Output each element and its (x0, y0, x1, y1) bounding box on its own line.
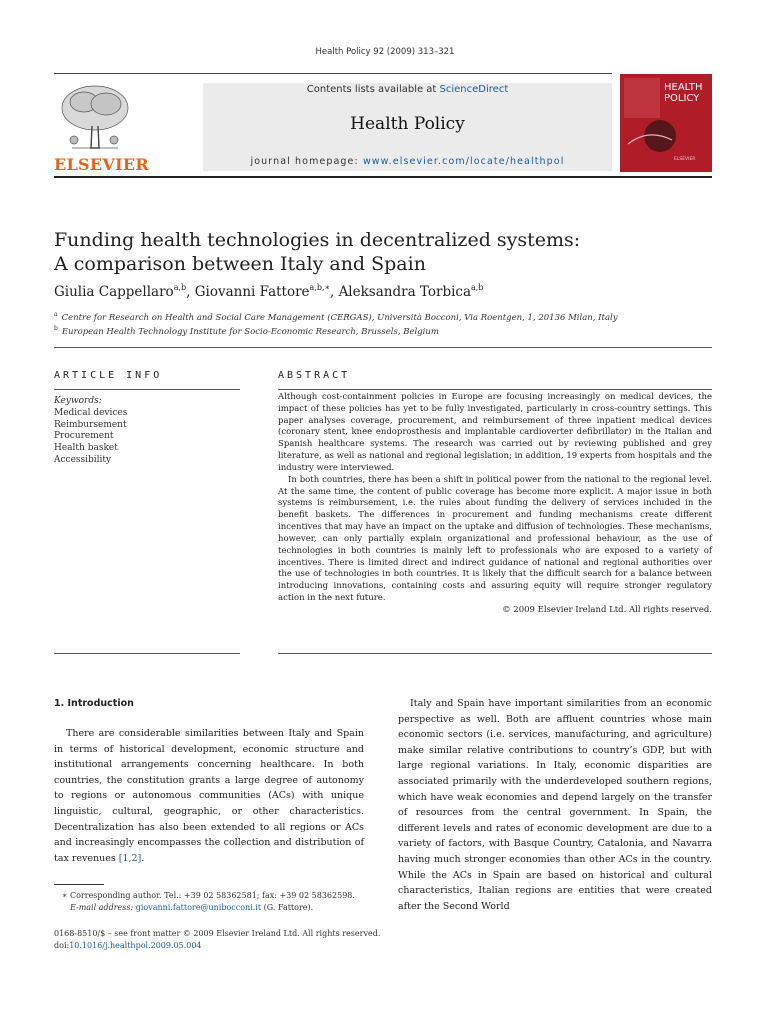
masthead-top-rule (54, 73, 612, 74)
email-link[interactable]: giovanni.fattore@unibocconi.it (135, 903, 262, 912)
article-title (54, 228, 674, 276)
cover-publisher: ELSEVIER (674, 157, 696, 162)
keyword: Procurement (54, 431, 114, 442)
affiliation-text: Centre for Research on Health and Social Care Management (CERGAS), Università Bocconi, Via Roentgen, 1, 20136 Milan, Italy (61, 313, 618, 323)
publisher-wordmark: ELSEVIER (54, 155, 149, 174)
abstract-copyright: © 2009 Elsevier Ireland Ltd. All rights reserved. (502, 604, 712, 615)
contents-line (203, 84, 612, 95)
doi-line (54, 941, 202, 950)
section-rule (54, 347, 712, 348)
author-affil-mark: a,b (471, 283, 484, 292)
affiliation-b (54, 325, 694, 337)
journal-cover-image (620, 74, 712, 172)
email-suffix: (G. Fattore). (261, 903, 314, 912)
keyword: Health basket (54, 443, 118, 454)
homepage-prefix: journal homepage: (250, 156, 363, 167)
paragraph-text: There are considerable similarities between Italy and Spain in terms of historical development, economic structure and institutional arrangements concerning healthcare. In both countries, the constitution grants a large degree of autonomy to regions or autonomous communities (ACs) with unique linguistic, cultural, geographic, or other characteristics. Decentralization has also been extended to all regions or ACs and increasingly encompasses the collection and distribution of tax revenues (54, 728, 364, 864)
paragraph-end: . (141, 852, 145, 864)
article-title-line-1: Funding health technologies in decentralized systems: (54, 229, 581, 251)
abstract-rule (278, 389, 712, 390)
affiliation-a (54, 311, 694, 323)
article-title-line-2: A comparison between Italy and Spain (54, 253, 426, 275)
keyword: Accessibility (54, 454, 112, 465)
author-affil-mark: a,b,∗ (309, 283, 330, 292)
author-list (54, 283, 694, 300)
cover-title: HEALTH POLICY (664, 82, 703, 104)
author-affil-mark: a,b (173, 283, 187, 292)
author-separator: , (186, 284, 195, 300)
affiliation-text: European Health Technology Institute for Socio-Economic Research, Brussels, Belgium (61, 327, 439, 337)
keywords-block (54, 396, 127, 467)
affiliation-mark: a (54, 311, 58, 318)
elsevier-tree-logo (54, 82, 136, 154)
sciencedirect-link[interactable]: ScienceDirect (439, 84, 509, 95)
corresponding-author-note: ∗ Corresponding author. Tel.: +39 02 58362581; fax: +39 02 58362598. (62, 891, 355, 900)
citation-link[interactable]: [1,2] (118, 852, 142, 864)
masthead-bottom-rule (54, 176, 712, 178)
article-info-rule (54, 389, 240, 390)
homepage-line (203, 156, 612, 167)
journal-name: Health Policy (350, 114, 465, 134)
doi-prefix: doi: (54, 941, 70, 950)
footnote-rule (54, 884, 104, 885)
abstract-bottom-rule (278, 653, 712, 654)
front-matter-line: 0168-8510/$ – see front matter © 2009 Elsevier Ireland Ltd. All rights reserved. (54, 929, 381, 938)
section-heading-introduction: 1. Introduction (54, 698, 134, 709)
body-column-right (398, 696, 712, 914)
abstract-heading: ABSTRACT (278, 370, 351, 381)
author-name: Giovanni Fattore (194, 284, 310, 300)
running-head: Health Policy 92 (2009) 313–321 (315, 47, 455, 57)
article-info-bottom-rule (54, 653, 240, 654)
body-paragraph: Italy and Spain have important similarities from an economic perspective as well. Both are affluent countries whose main economic sectors (i.e. services, manufacturing, and agriculture) make similar relative contributions to country’s GDP, but with large regional variations. In Italy, economic disparities are associated primarily with the underdeveloped southern regions, which have weak economies and depend largely on the transfer of resources from the central government. In Spain, the different levels and rates of economic development are due to a variety of factors, with Basque Country, Catalonia, and Navarra having much stronger economies than other ACs in the country. While the ACs in Spain are based on historical and cultural characteristics, Italian regions are entities that were created after the Second World (398, 698, 712, 912)
abstract-paragraph: In both countries, there has been a shift in political power from the national to the regional level. At the same time, the content of public coverage has become more explicit. A major issue in both systems is reimbursement, i.e. the rules about funding the delivery of services included in the benefit baskets. The differences in procurement and funding mechanisms create different incentives that may have an impact on the uptake and diffusion of technologies. These mechanisms, however, can only partially explain organizational and professional behaviour, as the use of technologies in both countries is mainly left to professionals who are exposed to a variety of incentives. There is limited direct and indirect guidance of national and regional authorities over the use of technologies in both countries. It is likely that the difficult search for a balance between introducing innovations, containing costs and assuring equity will require stronger regulatory action in the next future. (278, 474, 712, 604)
abstract-body (278, 392, 712, 617)
author-name: Aleksandra Torbica (338, 284, 472, 300)
affiliation-mark: b (54, 325, 58, 332)
keyword: Medical devices (54, 407, 128, 418)
email-label: E-mail address: (70, 903, 134, 912)
contents-prefix: Contents lists available at (306, 84, 440, 95)
doi-link[interactable]: 10.1016/j.healthpol.2009.05.004 (69, 941, 202, 950)
author-separator: , (329, 284, 339, 300)
homepage-url-link[interactable]: www.elsevier.com/locate/healthpol (362, 156, 565, 167)
keyword: Reimbursement (54, 419, 127, 430)
abstract-paragraph: Although cost-containment policies in Europe are focusing increasingly on medical devices, the impact of these policies has yet to be fully investigated, particularly in cross-country settings. This paper analyses coverage, procurement, and reimbursement of three inpatient medical devices (coronary stent, knee endoprosthesis and implantable cardioverter defibrillator) in the Italian and Spanish healthcare systems. The research was carried out by reviewing published and grey literature, as well as national and regional legislation; in addition, 19 experts from hospitals and the industry were interviewed. (278, 392, 712, 473)
author-name: Giulia Cappellaro (54, 284, 174, 300)
article-info-heading: ARTICLE INFO (54, 370, 163, 381)
body-column-left (54, 726, 364, 866)
keywords-heading: Keywords: (54, 396, 102, 406)
body-paragraph (54, 726, 364, 866)
email-note (70, 903, 313, 912)
